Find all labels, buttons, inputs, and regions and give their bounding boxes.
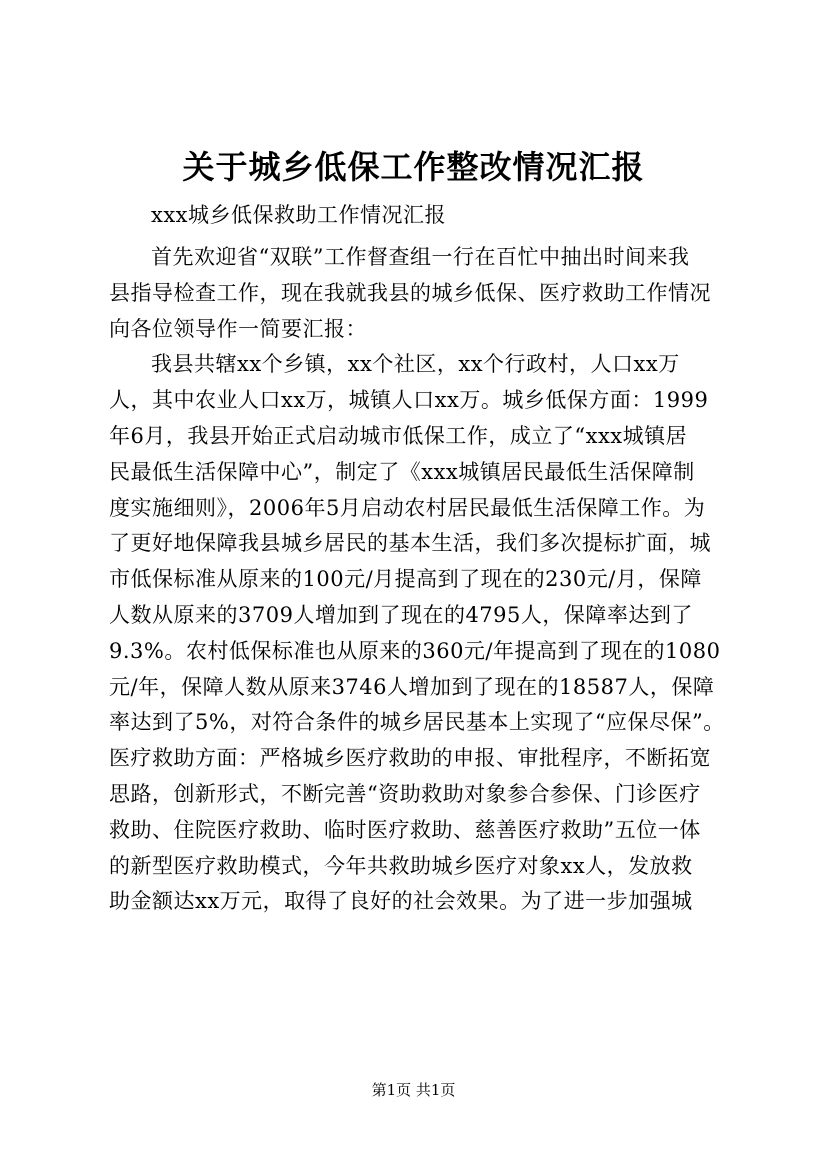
text-line: 民最低生活保障中心”，制定了《xxx城镇居民最低生活保障制: [109, 459, 695, 484]
text-line: 救助、住院医疗救助、临时医疗救助、慈善医疗救助”五位一体: [109, 817, 701, 842]
document-title: 关于城乡低保工作整改情况汇报: [182, 148, 645, 186]
document-paragraphs: [109, 240, 729, 920]
text-line: 人，其中农业人口xx万，城镇人口xx万。城乡低保方面：1999: [109, 388, 709, 413]
text-line: 县指导检查工作，现在我就我县的城乡低保、医疗救助工作情况: [109, 280, 711, 305]
text-line: 人数从原来的3709人增加到了现在的4795人，保障率达到了: [109, 602, 693, 627]
text-line: 首先欢迎省“双联”工作督查组一行在百忙中抽出时间来我: [151, 245, 690, 269]
text-line: 度实施细则》，2006年5月启动农村居民最低生活保障工作。为: [109, 495, 706, 520]
text-line: 的新型医疗救助模式，今年共救助城乡医疗对象xx人，发放救: [109, 853, 693, 878]
text-line: 思路，创新形式，不断完善“资助救助对象参合参保、门诊医疗: [109, 781, 701, 806]
text-line: 9.3%。农村低保标准也从原来的360元/年提高到了现在的1080: [109, 638, 721, 663]
text-line: 年6月，我县开始正式启动城市低保工作，成立了“xxx城镇居: [109, 423, 688, 448]
text-line: 向各位领导作一简要汇报：: [109, 316, 367, 341]
text-line: 市低保标准从原来的100元/月提高到了现在的230元/月，保障: [109, 567, 702, 592]
text-line: 元/年，保障人数从原来3746人增加到了现在的18587人，保障: [109, 674, 715, 699]
text-line: 了更好地保障我县城乡居民的基本生活，我们多次提标扩面，城: [109, 531, 711, 556]
text-line: 医疗救助方面：严格城乡医疗救助的申报、审批程序，不断拓宽: [109, 746, 711, 771]
document-body: [109, 198, 729, 234]
text-line: 我县共辖xx个乡镇，xx个社区，xx个行政村，人口xx万: [151, 352, 680, 377]
text-line: 率达到了5%，对符合条件的城乡居民基本上实现了“应保尽保”。: [109, 710, 725, 735]
text-line: 助金额达xx万元，取得了良好的社会效果。为了进一步加强城: [109, 889, 693, 914]
subtitle-line: xxx城乡低保救助工作情况汇报: [151, 203, 447, 227]
page-footer: 第1页 共1页: [371, 1081, 456, 1099]
